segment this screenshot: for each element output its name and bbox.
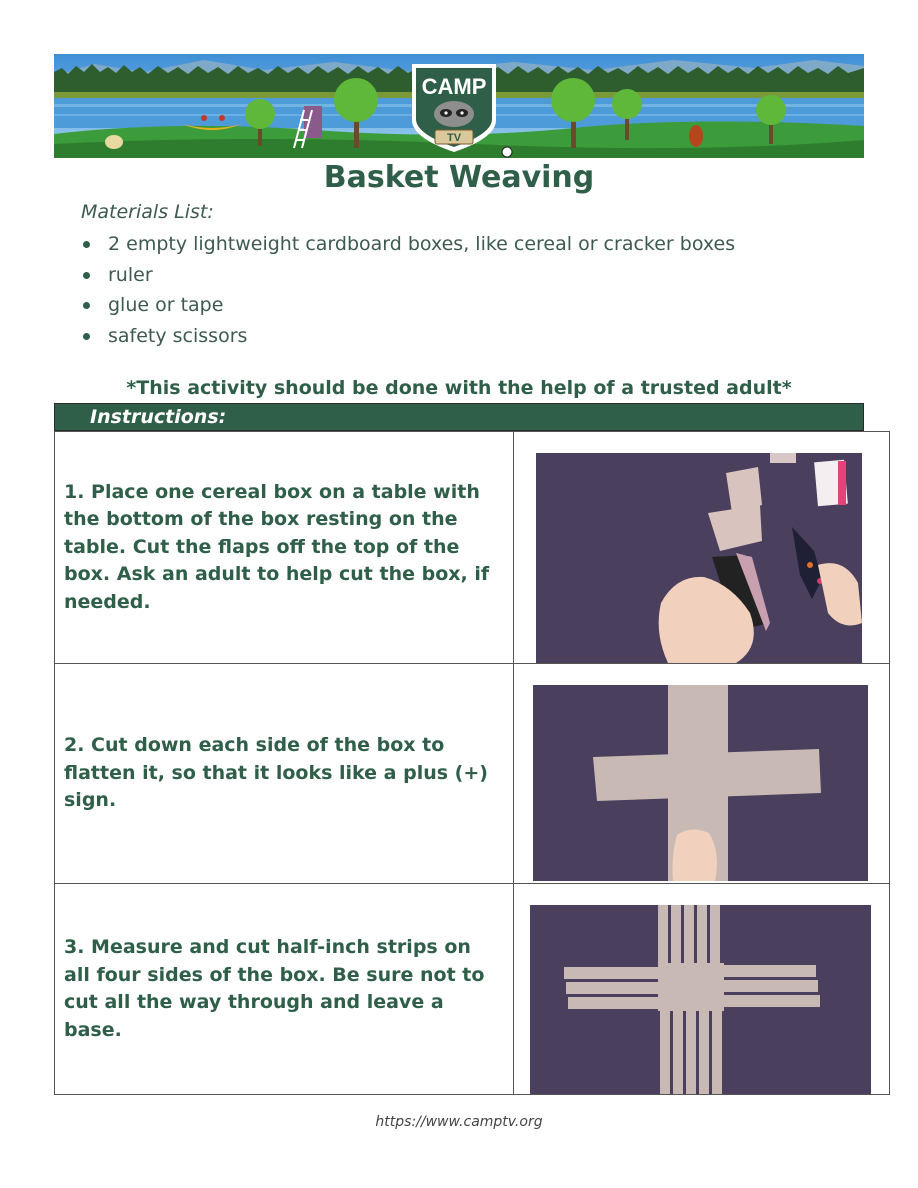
step-2-text: 2. Cut down each side of the box to flatten it, so that it looks like a plus (+) sign. <box>55 664 514 884</box>
soccer-ball-icon <box>502 147 512 157</box>
raccoon-icon <box>434 101 474 127</box>
hand-icon <box>673 829 718 881</box>
step-1-image-cell <box>514 432 890 664</box>
step-2-photo <box>533 685 868 881</box>
paint-palette-icon <box>105 135 123 149</box>
materials-heading: Materials List: <box>81 201 214 223</box>
camp-scene-illustration <box>54 54 864 158</box>
instructions-header-label: Instructions: <box>90 406 227 428</box>
step-1-photo <box>536 453 862 663</box>
table-row <box>55 432 890 664</box>
table-row <box>55 884 890 1095</box>
step-1-text: 1. Place one cereal box on a table with the bottom of the box resting on the table. Cut the flaps off the top of the box. Ask an adult to help cut the box, if needed. <box>55 432 514 664</box>
list-item: glue or tape <box>80 291 735 322</box>
instructions-header <box>54 403 864 431</box>
list-item: safety scissors <box>80 322 735 353</box>
table-row <box>55 664 890 884</box>
logo-camp-text: CAMP <box>421 74 487 99</box>
step-2-image-cell <box>514 664 890 884</box>
footer-url[interactable]: https://www.camptv.org <box>375 1114 543 1130</box>
camp-tv-banner <box>54 54 864 158</box>
list-item: ruler <box>80 261 735 292</box>
step-3-photo <box>530 905 871 1094</box>
step-3-image-cell <box>514 884 890 1095</box>
list-item: 2 empty lightweight cardboard boxes, like cereal or cracker boxes <box>80 230 735 261</box>
page-title: Basket Weaving <box>323 160 595 195</box>
step-3-text: 3. Measure and cut half-inch strips on all four sides of the box. Be sure not to cut all the way through and leave a base. <box>55 884 514 1095</box>
logo-tv-text: TV <box>446 132 462 144</box>
instructions-table <box>54 431 890 1095</box>
violin-icon <box>689 125 703 147</box>
materials-list <box>80 230 735 352</box>
safety-note: *This activity should be done with the help of a trusted adult* <box>126 377 792 399</box>
